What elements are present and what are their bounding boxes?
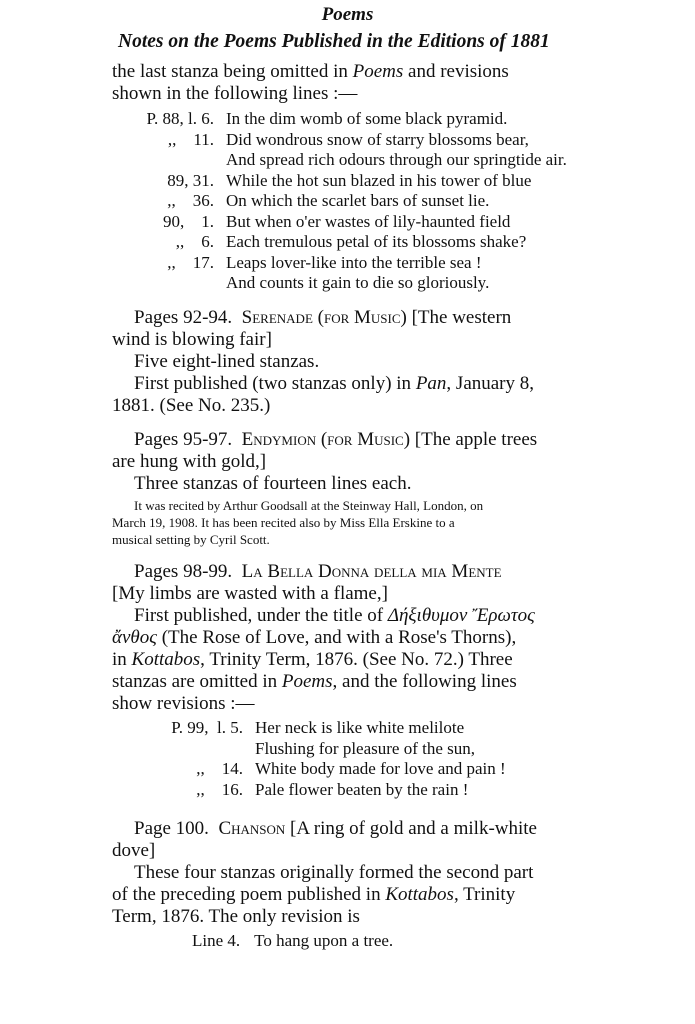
serenade-entry: Pages 92-94. Serenade (for Music) [The western wind is blowing fair] Five eight-lined stanzas. First published (two stanzas only) in Pan, January 8, 1881. (See No. 235.) xyxy=(112,307,672,417)
intro-line-1: the last stanza being omitted in Poems and revisions xyxy=(112,61,509,82)
intro-line-2: shown in the following lines :— xyxy=(112,83,358,104)
revision-line xyxy=(196,779,506,801)
serenade-stanzas: Five eight-lined stanzas. xyxy=(134,351,320,372)
endymion-heading: Pages 95-97. Endymion (for Music) [The apple trees xyxy=(134,429,538,450)
revision-line xyxy=(167,191,567,212)
revision-line xyxy=(196,759,506,780)
revised-line-text: In the dim womb of some black pyramid. xyxy=(226,109,508,128)
serenade-publication: First published (two stanzas only) in Pan, January 8, xyxy=(134,373,535,394)
revision-line xyxy=(255,739,506,760)
line-reference: ,, 11. xyxy=(167,129,214,149)
revised-line-text: Did wondrous snow of starry blossoms bear, xyxy=(226,129,529,149)
bella-donna-heading xyxy=(112,561,670,583)
revision-line-ref: Line 4. xyxy=(192,931,241,950)
revised-line-text: White body made for love and pain ! xyxy=(255,759,506,778)
running-title: Poems xyxy=(321,4,374,25)
line-reference: ,, 16. xyxy=(196,779,243,799)
serenade-title: Serenade (for Music) xyxy=(241,307,407,328)
chanson-entry: Page 100. Chanson [A ring of gold and a milk-white dove] These four stanzas originally formed the second part of the preceding poem published in Kottabos, Trinity Term, 1876. The only revision is xyxy=(112,818,670,928)
serenade-heading: Pages 92-94. Serenade (for Music) [The western xyxy=(134,307,512,328)
greek-title: Δήξιθυμον Ἔρωτος xyxy=(387,605,535,626)
revision-line xyxy=(163,211,567,233)
line-reference: ,, 14. xyxy=(196,759,243,778)
line-reference: 90, 1. xyxy=(163,211,214,231)
bella-donna-pages: Pages 98-99. xyxy=(134,561,233,582)
revised-line-text: Pale flower beaten by the rain ! xyxy=(255,779,469,799)
line-reference: ,, 6. xyxy=(175,232,214,251)
bella-donna-title: La Bella Donna della mia Mente xyxy=(241,561,502,582)
revision-line xyxy=(226,273,567,294)
revision-list-1 xyxy=(146,109,567,294)
line-reference: ,, 36. xyxy=(167,191,214,210)
line-reference: ,, 17. xyxy=(167,252,214,272)
section-title: Notes on the Poems Published in the Editions of 1881 xyxy=(118,31,550,52)
revision-line-text: To hang upon a tree. xyxy=(254,931,394,950)
bella-donna-entry: Pages 98-99. La Bella Donna della mia Mente [My limbs are wasted with a flame,] First published, under the title of Δήξιθυμον Ἔρωτος ἄνθος (The Rose of Love, and with a Rose's Thorns), in Kottabos, Trinity Term, 1876. (See No. 72.) Three stanzas are omitted in Poems, and the following lines show revisions :— xyxy=(112,561,670,715)
revised-line-text: And spread rich odours through our springtide air. xyxy=(226,150,567,169)
revised-line-text: While the hot sun blazed in his tower of blue xyxy=(226,170,532,190)
revision-line xyxy=(175,232,567,253)
chanson-title: Chanson xyxy=(218,818,286,839)
revision-line xyxy=(146,109,567,130)
revision-line xyxy=(167,252,567,274)
endymion-entry: Pages 95-97. Endymion (for Music) [The apple trees are hung with gold,] Three stanzas of fourteen lines each. xyxy=(112,429,672,495)
endymion-stanzas: Three stanzas of fourteen lines each. xyxy=(134,473,412,494)
line-reference: P. 99, l. 5. xyxy=(171,718,243,737)
revision-line xyxy=(167,170,567,192)
chanson-heading: Page 100. Chanson [A ring of gold and a milk-white xyxy=(134,818,537,839)
line-reference: P. 88, l. 6. xyxy=(146,109,214,128)
line-reference: 89, 31. xyxy=(167,170,214,190)
revised-line-text: Each tremulous petal of its blossoms shake? xyxy=(226,232,527,251)
chanson-pages: Page 100. xyxy=(134,818,209,839)
revised-line-text: On which the scarlet bars of sunset lie. xyxy=(226,191,490,210)
revision-line xyxy=(226,150,567,171)
revised-line-text: And counts it gain to die so gloriously. xyxy=(226,273,490,292)
revised-line-text: Flushing for pleasure of the sun, xyxy=(255,738,476,758)
revised-line-text: Leaps lover-like into the terrible sea ! xyxy=(226,252,482,272)
endymion-recital-note: It was recited by Arthur Goodsall at the Steinway Hall, London, on March 19, 1908. It has been recited also by Miss Ella Erskine to a musical setting by Cyril Scott. xyxy=(112,498,484,547)
revision-line xyxy=(171,718,506,739)
chanson-revision xyxy=(192,931,393,951)
serenade-pages: Pages 92-94. xyxy=(134,307,233,328)
revised-line-text: But when o'er wastes of lily-haunted field xyxy=(226,211,511,231)
revision-list-2 xyxy=(171,718,506,800)
endymion-title: Endymion (for Music) xyxy=(241,429,411,450)
intro-paragraph xyxy=(112,61,668,105)
revision-line xyxy=(167,129,567,151)
revised-line-text: Her neck is like white melilote xyxy=(255,718,465,737)
endymion-pages: Pages 95-97. xyxy=(134,429,233,450)
